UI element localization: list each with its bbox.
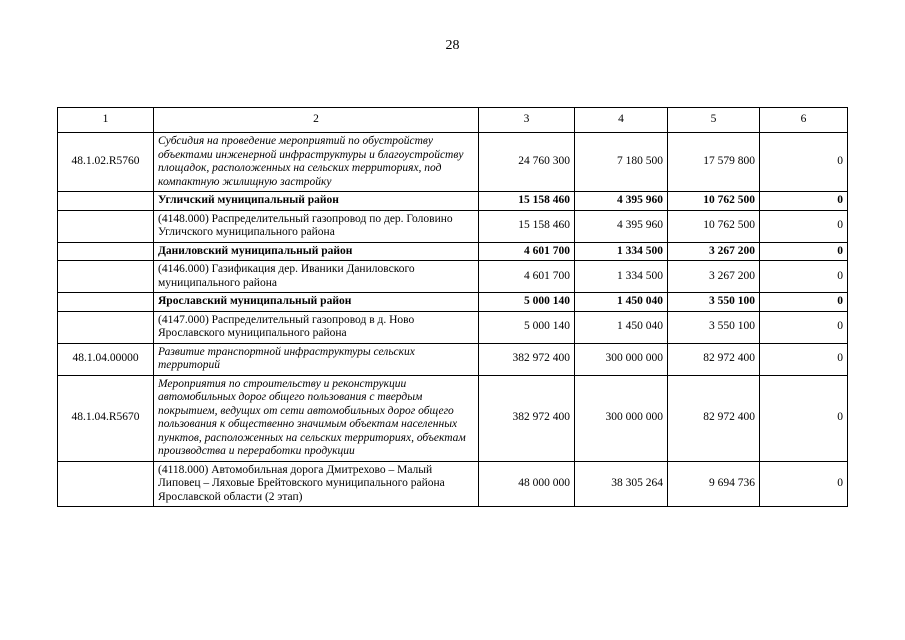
row-value-col3: 48 000 000 (479, 461, 575, 507)
table-row (58, 461, 848, 507)
row-value-col3: 382 972 400 (479, 343, 575, 375)
header-cell-6: 6 (760, 108, 848, 133)
row-value-col4: 1 450 040 (575, 293, 668, 312)
row-name: (4147.000) Распределительный газопровод в д. Ново Ярославского муниципального района (154, 311, 479, 343)
row-name: (4146.000) Газификация дер. Иваники Даниловского муниципального района (154, 261, 479, 293)
row-code: 48.1.02.R5760 (58, 133, 154, 192)
row-value-col3: 15 158 460 (479, 210, 575, 242)
row-value-col5: 3 267 200 (668, 261, 760, 293)
row-value-col3: 5 000 140 (479, 311, 575, 343)
row-value-col6: 0 (760, 210, 848, 242)
row-code (58, 210, 154, 242)
table-row (58, 133, 848, 192)
row-value-col5: 10 762 500 (668, 210, 760, 242)
budget-table (57, 107, 848, 507)
header-cell-1: 1 (58, 108, 154, 133)
header-cell-5: 5 (668, 108, 760, 133)
row-value-col6: 0 (760, 375, 848, 461)
row-value-col3: 4 601 700 (479, 242, 575, 261)
row-name: Субсидия на проведение мероприятий по обустройству объектами инженерной инфраструктуры и благоустройству площадок, расположенных на сельских территориях, под компактную жилищную застройку (154, 133, 479, 192)
row-value-col3: 5 000 140 (479, 293, 575, 312)
row-value-col5: 3 550 100 (668, 293, 760, 312)
row-value-col4: 1 334 500 (575, 242, 668, 261)
row-code (58, 461, 154, 507)
row-value-col6: 0 (760, 261, 848, 293)
row-name: Ярославский муниципальный район (154, 293, 479, 312)
row-value-col6: 0 (760, 133, 848, 192)
row-code: 48.1.04.00000 (58, 343, 154, 375)
row-value-col6: 0 (760, 293, 848, 312)
row-value-col5: 3 267 200 (668, 242, 760, 261)
row-code (58, 192, 154, 211)
row-code (58, 293, 154, 312)
row-value-col6: 0 (760, 311, 848, 343)
row-value-col6: 0 (760, 461, 848, 507)
row-value-col4: 7 180 500 (575, 133, 668, 192)
table-row (58, 242, 848, 261)
table-row (58, 192, 848, 211)
row-value-col4: 4 395 960 (575, 210, 668, 242)
table-row (58, 293, 848, 312)
table-row (58, 261, 848, 293)
row-name: (4118.000) Автомобильная дорога Дмитрехово – Малый Липовец – Ляховые Брейтовского муниципального района Ярославской области (2 этап) (154, 461, 479, 507)
header-cell-3: 3 (479, 108, 575, 133)
table-row (58, 343, 848, 375)
row-name: (4148.000) Распределительный газопровод по дер. Головино Угличского муниципального района (154, 210, 479, 242)
row-value-col4: 300 000 000 (575, 375, 668, 461)
row-name: Развитие транспортной инфраструктуры сельских территорий (154, 343, 479, 375)
row-name: Даниловский муниципальный район (154, 242, 479, 261)
row-value-col4: 4 395 960 (575, 192, 668, 211)
row-value-col4: 38 305 264 (575, 461, 668, 507)
row-value-col5: 10 762 500 (668, 192, 760, 211)
row-value-col5: 82 972 400 (668, 343, 760, 375)
page-number: 28 (445, 38, 460, 53)
row-value-col3: 24 760 300 (479, 133, 575, 192)
row-value-col3: 382 972 400 (479, 375, 575, 461)
header-cell-4: 4 (575, 108, 668, 133)
row-value-col4: 1 334 500 (575, 261, 668, 293)
row-value-col5: 17 579 800 (668, 133, 760, 192)
row-value-col5: 9 694 736 (668, 461, 760, 507)
row-value-col6: 0 (760, 242, 848, 261)
row-value-col5: 82 972 400 (668, 375, 760, 461)
table-row (58, 311, 848, 343)
row-value-col3: 4 601 700 (479, 261, 575, 293)
row-code (58, 311, 154, 343)
row-code (58, 261, 154, 293)
header-cell-2: 2 (154, 108, 479, 133)
row-value-col4: 1 450 040 (575, 311, 668, 343)
table-row (58, 210, 848, 242)
row-value-col3: 15 158 460 (479, 192, 575, 211)
row-name: Мероприятия по строительству и реконструкции автомобильных дорог общего пользования с твердым покрытием, ведущих от сети автомобильных дорог общего пользования к общественно значимым объектам населенных пунктов, расположенных на сельских территориях, объектам производства и переработки продукции (154, 375, 479, 461)
row-value-col4: 300 000 000 (575, 343, 668, 375)
table-row (58, 375, 848, 461)
row-value-col6: 0 (760, 343, 848, 375)
row-code (58, 242, 154, 261)
row-value-col5: 3 550 100 (668, 311, 760, 343)
table-header-row (58, 108, 848, 133)
row-name: Угличский муниципальный район (154, 192, 479, 211)
row-code: 48.1.04.R5670 (58, 375, 154, 461)
row-value-col6: 0 (760, 192, 848, 211)
